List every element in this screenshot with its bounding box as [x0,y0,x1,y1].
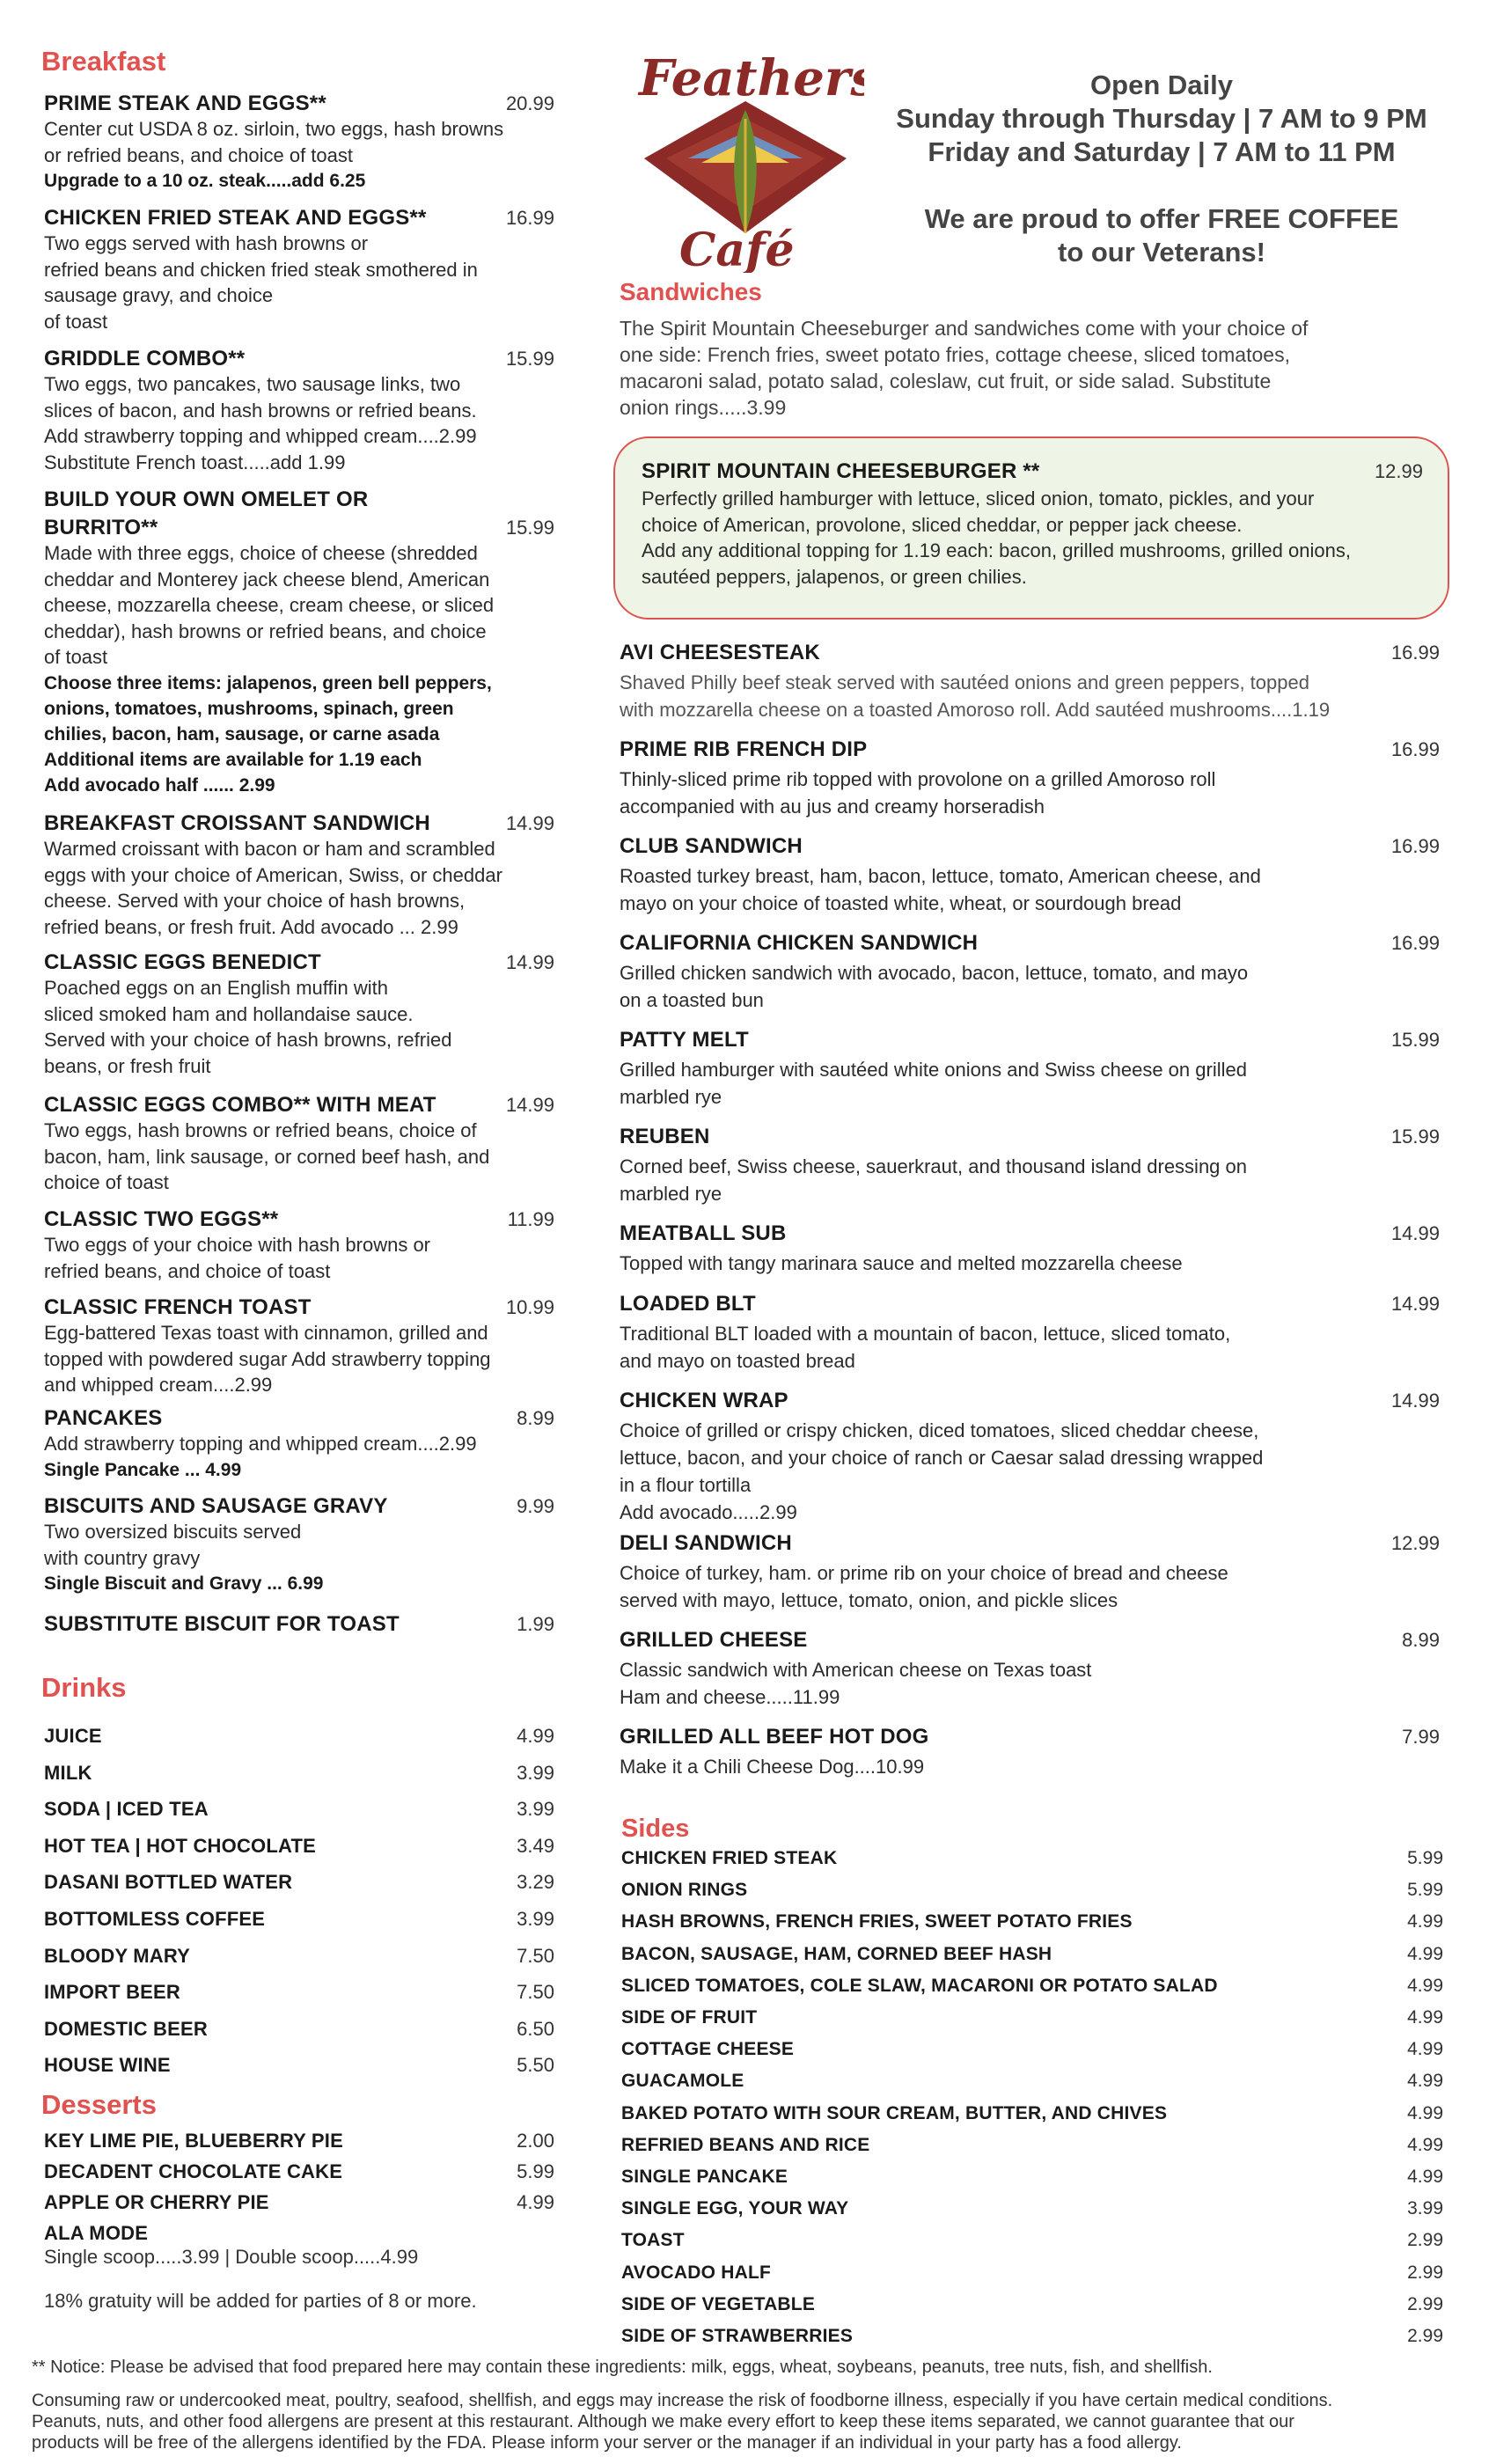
sides-list [621,1848,1443,2346]
item-name: PRIME STEAK AND EGGS** [44,92,326,115]
item-row [44,347,554,371]
logo-word-feathers: Feathers [639,49,864,107]
item-name: BISCUITS AND SAUSAGE GRAVY [44,1494,388,1518]
item-name: CHICKEN FRIED STEAK AND EGGS** [44,206,427,230]
sandwiches-heading: Sandwiches [620,278,762,305]
item-price: 15.99 [505,517,554,539]
side-name: TOAST [621,2230,685,2251]
item-row [44,1406,554,1431]
side-row [621,2007,1443,2028]
drink-price: 7.50 [517,1981,554,2004]
dessert-price: 5.99 [517,2160,554,2182]
side-name: HASH BROWNS, FRENCH FRIES, SWEET POTATO FRIES [621,1911,1133,1932]
side-price: 4.99 [1407,2071,1443,2092]
item-name: PRIME RIB FRENCH DIP [620,737,868,761]
item-row [44,488,554,512]
item-desc-line: with country gravy [44,1546,201,1569]
side-name: SLICED TOMATOES, COLE SLAW, MACARONI OR POTATO SALAD [621,1975,1218,1996]
item-row [620,641,1440,665]
item-name: GRILLED CHEESE [620,1628,808,1652]
drink-row [44,1945,554,1968]
dessert-price: 2.00 [517,2130,554,2152]
item-name: AVI CHEESESTEAK [620,641,820,664]
item-desc-line: Served with your choice of hash browns, refried [44,1029,452,1051]
featured-desc-line: choice of American, provolone, sliced cheddar, or pepper jack cheese. [642,513,1243,536]
dessert-name: DECADENT CHOCOLATE CAKE [44,2160,343,2182]
item-desc-line: Two eggs, two pancakes, two sausage links, two [44,373,461,395]
item-price: 16.99 [1390,738,1440,760]
item-desc-line: Choice of turkey, ham. or prime rib on your choice of bread and cheese [620,1562,1228,1584]
item-desc-line: Two eggs served with hash browns or [44,232,369,254]
breakfast-item [44,950,554,1079]
item-name: CLASSIC EGGS COMBO** WITH MEAT [44,1093,436,1117]
item-addon-line: Upgrade to a 10 oz. steak.....add 6.25 [44,171,366,191]
item-desc-line: beans, or fresh fruit [44,1054,211,1077]
side-name: BACON, SAUSAGE, HAM, CORNED BEEF HASH [621,1943,1052,1964]
featured-desc-line: sautéed peppers, jalapenos, or green chilies. [642,565,1027,588]
item-desc-line: with mozzarella cheese on a toasted Amoroso roll. Add sautéed mushrooms....1.19 [620,699,1331,721]
side-price: 4.99 [1407,2039,1443,2060]
item-row [44,206,554,231]
item-row [620,1628,1440,1653]
drink-name: IMPORT BEER [44,1981,180,2004]
item-desc-line: of toast [44,310,108,333]
logo-word-cafe: Café [679,224,795,273]
side-price: 4.99 [1407,1911,1443,1932]
consumer-advisory-1: Consuming raw or undercooked meat, poultry, seafood, shellfish, and eggs may increase the risk of foodborne illness, especially if you have certain medical conditions. [32,2391,1333,2410]
item-desc-line: Poached eggs on an English muffin with [44,977,388,999]
item-price: 9.99 [517,1495,554,1517]
item-price: 14.99 [505,951,554,973]
item-price: 14.99 [505,1094,554,1116]
side-row [621,2326,1443,2347]
item-price: 15.99 [1390,1126,1440,1148]
drink-name: BOTTOMLESS COFFEE [44,1908,266,1930]
side-price: 5.99 [1407,1880,1443,1901]
hours-header [880,69,1443,269]
item-price: 7.99 [1402,1726,1440,1748]
item-price: 20.99 [505,92,554,114]
side-name: AVOCADO HALF [621,2262,772,2283]
item-name: PATTY MELT [620,1028,749,1052]
veterans-coffee: We are proud to offer FREE COFFEE [924,203,1399,234]
item-desc-line: Traditional BLT loaded with a mountain of bacon, lettuce, sliced tomato, [620,1323,1231,1345]
breakfast-item [44,1494,554,1596]
item-price: 8.99 [517,1407,554,1429]
drink-price: 5.50 [517,2054,554,2077]
sandwich-item [620,1292,1440,1375]
item-desc-line: Add strawberry topping and whipped cream....2.99 [44,425,477,447]
side-price: 3.99 [1407,2198,1443,2219]
side-name: GUACAMOLE [621,2071,744,2092]
item-name: CHICKEN WRAP [620,1389,788,1412]
featured-desc [642,486,1423,590]
item-desc-line: Made with three eggs, choice of cheese (shredded [44,542,478,564]
drink-row [44,1871,554,1894]
item-desc-line: served with mayo, lettuce, tomato, onion, and pickle slices [620,1589,1118,1611]
item-name: GRIDDLE COMBO** [44,347,246,370]
side-name: ONION RINGS [621,1880,748,1901]
item-desc-line: cheese, mozzarella cheese, cream cheese, or sliced [44,594,495,616]
side-name: SINGLE EGG, YOUR WAY [621,2198,849,2219]
item-desc-line: Warmed croissant with bacon or ham and scrambled [44,838,495,860]
item-desc-line: Shaved Philly beef steak served with sautéed onions and green peppers, topped [620,671,1309,693]
breakfast-item [44,206,554,334]
side-row [621,1944,1443,1965]
drink-row [44,1762,554,1785]
item-row [620,1531,1440,1556]
item-price: 12.99 [1390,1532,1440,1554]
item-price: 15.99 [1390,1029,1440,1051]
drink-row [44,1798,554,1821]
desserts-heading: Desserts [41,2089,157,2120]
side-row [621,2262,1443,2284]
item-name: BUILD YOUR OWN OMELET OR [44,488,369,511]
drink-name: JUICE [44,1725,102,1747]
breakfast-heading: Breakfast [41,46,166,77]
dessert-row [44,2222,554,2245]
side-row [621,2103,1443,2124]
breakfast-item [44,811,554,940]
item-addon-line: chilies, bacon, ham, sausage, or carne asada [44,723,440,744]
item-name: GRILLED ALL BEEF HOT DOG [620,1725,929,1749]
side-name: REFRIED BEANS AND RICE [621,2134,870,2155]
item-addon-line: Single Pancake ... 4.99 [44,1459,242,1480]
side-name: SIDE OF VEGETABLE [621,2293,816,2314]
item-row [620,1028,1440,1052]
drink-row [44,1981,554,2004]
sandwich-item [620,1725,1440,1780]
item-desc-line: on a toasted bun [620,989,764,1011]
alamode-scoops: Single scoop.....3.99 | Double scoop.....4.99 [44,2246,419,2268]
side-row [621,2230,1443,2251]
drink-row [44,2018,554,2041]
item-desc-line: mayo on your choice of toasted white, wheat, or sourdough bread [620,892,1182,914]
item-addon-line: Single Biscuit and Gravy ... 6.99 [44,1573,324,1594]
item-desc-line: refried beans, and choice of toast [44,1259,331,1282]
drink-price: 6.50 [517,2017,554,2040]
item-desc-line: Roasted turkey breast, ham, bacon, lettuce, tomato, American cheese, and [620,865,1261,887]
breakfast-item [44,1207,554,1284]
item-name: PANCAKES [44,1406,163,1430]
item-row [620,1125,1440,1149]
sandwich-item [620,834,1440,917]
item-desc-line: sliced smoked ham and hollandaise sauce. [44,1002,414,1025]
dessert-price: 4.99 [517,2191,554,2213]
item-desc-line: choice of toast [44,1171,169,1193]
dessert-row [44,2191,554,2214]
consumer-advisory-3: products will be free of the allergens identified by the FDA. Please inform your server or the manager if an individual in your party has a food allergy. [32,2433,1182,2453]
item-price: 16.99 [505,207,554,229]
item-addon-line: Add avocado half ...... 2.99 [44,774,275,796]
drink-name: HOUSE WINE [44,2054,171,2077]
side-price: 2.99 [1407,2262,1443,2283]
feathers-cafe-logo [627,44,864,273]
item-desc-line: Grilled hamburger with sautéed white onions and Swiss cheese on grilled [620,1059,1247,1081]
item-name: MEATBALL SUB [620,1221,787,1245]
intro-line: onion rings.....3.99 [620,396,787,419]
drink-name: DOMESTIC BEER [44,2017,208,2040]
item-desc-line: Center cut USDA 8 oz. sirloin, two eggs, hash browns [44,118,504,140]
item-desc-line: refried beans, or fresh fruit. Add avocado ... 2.99 [44,915,458,938]
item-row [44,1494,554,1519]
item-desc-line: Ham and cheese.....11.99 [620,1686,840,1708]
item-name: BREAKFAST CROISSANT SANDWICH [44,811,430,835]
sandwich-item [620,1628,1440,1711]
item-desc-line: accompanied with au jus and creamy horseradish [620,796,1045,818]
item-row [620,1292,1440,1316]
side-price: 4.99 [1407,1975,1443,1996]
side-row [621,1911,1443,1932]
side-name: CHICKEN FRIED STEAK [621,1848,838,1868]
item-desc-line: bacon, ham, link sausage, or corned beef hash, and [44,1145,490,1168]
drink-name: HOT TEA | HOT CHOCOLATE [44,1834,316,1857]
item-desc-line: Choice of grilled or crispy chicken, diced tomatoes, sliced cheddar cheese, [620,1419,1259,1441]
featured-desc-line: Add any additional topping for 1.19 each: bacon, grilled mushrooms, grilled onions, [642,539,1351,561]
side-price: 4.99 [1407,2102,1443,2123]
item-name: CLASSIC TWO EGGS** [44,1207,279,1231]
item-price: 14.99 [1390,1222,1440,1244]
item-row [620,1221,1440,1246]
item-desc-line: cheddar), hash browns or refried beans, and choice [44,620,487,642]
item-desc-line: marbled rye [620,1183,722,1205]
side-name: COTTAGE CHEESE [621,2039,795,2060]
item-row [620,1389,1440,1413]
item-desc-line: or refried beans, and choice of toast [44,143,353,166]
item-desc-line: cheese. Served with your choice of hash browns, [44,890,466,912]
side-row [621,2294,1443,2315]
breakfast-item [44,1093,554,1196]
item-row [44,1093,554,1118]
side-price: 4.99 [1407,2007,1443,2028]
consumer-advisory-2: Peanuts, nuts, and other food allergens are present at this restaurant. Although we make every effort to keep these items separated, we cannot guarantee that our [32,2412,1294,2431]
item-name: CLUB SANDWICH [620,834,803,858]
item-price: 16.99 [1390,932,1440,954]
side-price: 4.99 [1407,2167,1443,2187]
breakfast-item [44,1406,554,1483]
side-name: SIDE OF STRAWBERRIES [621,2326,854,2346]
item-desc-line: Egg-battered Texas toast with cinnamon, grilled and [44,1322,488,1344]
drink-price: 3.99 [517,1761,554,1784]
item-name: CLASSIC FRENCH TOAST [44,1295,312,1319]
item-price: 15.99 [505,348,554,370]
side-row [621,1880,1443,1901]
item-name: LOADED BLT [620,1292,756,1316]
featured-price: 12.99 [1374,460,1423,482]
item-price: 11.99 [507,1208,554,1230]
item-desc-line: Two oversized biscuits served [44,1521,302,1543]
side-name: SINGLE PANCAKE [621,2167,788,2187]
item-desc-line: Corned beef, Swiss cheese, sauerkraut, and thousand island dressing on [620,1155,1247,1177]
item-desc-line: and mayo on toasted bread [620,1350,855,1372]
side-price: 2.99 [1407,2326,1443,2346]
sandwich-item [620,1125,1440,1207]
item-desc-line: lettuce, bacon, and your choice of ranch or Caesar salad dressing wrapped [620,1447,1264,1469]
intro-line: The Spirit Mountain Cheeseburger and sandwiches come with your choice of [620,317,1309,340]
featured-desc-line: Perfectly grilled hamburger with lettuce, sliced onion, tomato, pickles, and your [642,488,1315,510]
drink-row [44,2054,554,2077]
item-desc-line: topped with powdered sugar Add strawberry topping [44,1347,491,1370]
sandwich-item [620,1221,1440,1277]
side-row [621,2039,1443,2060]
item-desc-line: refried beans and chicken fried steak smothered in [44,258,478,281]
item-name: SUBSTITUTE BISCUIT FOR TOAST [44,1612,400,1636]
desserts-list [44,2130,554,2262]
gratuity-note: 18% gratuity will be added for parties of 8 or more. [44,2290,477,2312]
dessert-row [44,2160,554,2183]
drink-row [44,1835,554,1858]
intro-line: macaroni salad, potato salad, coleslaw, cut fruit, or side salad. Substitute [620,370,1272,392]
side-row [621,2071,1443,2092]
side-name: SIDE OF FRUIT [621,2007,758,2028]
side-row [621,1976,1443,1997]
side-row [621,2135,1443,2156]
open-daily: Open Daily [1090,70,1233,100]
item-desc-line: Classic sandwich with American cheese on Texas toast [620,1659,1092,1681]
hours-sun-thu: Sunday through Thursday | 7 AM to 9 PM [896,103,1427,134]
item-row [44,950,554,975]
side-name: BAKED POTATO WITH SOUR CREAM, BUTTER, AND CHIVES [621,2102,1168,2123]
item-desc-line: Add strawberry topping and whipped cream....2.99 [44,1433,477,1455]
item-desc-line: slices of bacon, and hash browns or refried beans. [44,399,477,422]
item-name-2: BURRITO** [44,516,158,539]
item-desc-line: Topped with tangy marinara sauce and melted mozzarella cheese [620,1252,1183,1274]
item-desc-line: of toast [44,646,108,668]
drink-price: 3.99 [517,1908,554,1930]
item-name: CALIFORNIA CHICKEN SANDWICH [620,931,979,955]
item-row [44,1295,554,1320]
drink-price: 3.49 [517,1834,554,1857]
breakfast-item [44,347,554,475]
side-price: 5.99 [1407,1848,1443,1868]
item-desc-line: eggs with your choice of American, Swiss, or cheddar [44,863,502,886]
item-desc-line: in a flour tortilla [620,1474,752,1496]
item-name: DELI SANDWICH [620,1531,792,1555]
drink-price: 4.99 [517,1725,554,1747]
item-addon-line: onions, tomatoes, mushrooms, spinach, green [44,698,454,719]
item-desc-line: Grilled chicken sandwich with avocado, bacon, lettuce, tomato, and mayo [620,962,1249,984]
item-price: 14.99 [1390,1293,1440,1315]
item-price: 16.99 [1390,835,1440,857]
side-price: 4.99 [1407,2134,1443,2155]
dessert-name: KEY LIME PIE, BLUEBERRY PIE [44,2130,343,2152]
side-price: 2.99 [1407,2230,1443,2251]
side-row [621,2198,1443,2219]
drink-name: SODA | ICED TEA [44,1798,209,1821]
dessert-name: ALA MODE [44,2222,149,2244]
item-row [620,834,1440,859]
sandwich-item [620,737,1440,820]
sandwich-item [620,641,1440,723]
drink-name: MILK [44,1761,92,1784]
item-price: 1.99 [517,1613,554,1635]
breakfast-item [44,1295,554,1398]
item-row [620,737,1440,762]
sides-heading: Sides [621,1815,690,1843]
drink-row [44,1908,554,1931]
item-price: 8.99 [1402,1629,1440,1651]
item-desc-line: Add avocado.....2.99 [620,1501,797,1523]
sandwich-item [620,1389,1440,1526]
side-price: 4.99 [1407,1943,1443,1964]
hours-fri-sat: Friday and Saturday | 7 AM to 11 PM [928,136,1396,167]
item-desc-line: sausage gravy, and choice [44,284,274,306]
side-row [621,2167,1443,2188]
sandwich-item [620,931,1440,1014]
item-desc-line: Thinly-sliced prime rib topped with provolone on a grilled Amoroso roll [620,768,1216,790]
drink-name: BLOODY MARY [44,1944,190,1967]
item-row-2 [44,516,554,540]
item-desc-line: and whipped cream....2.99 [44,1374,273,1396]
item-price: 16.99 [1390,642,1440,664]
allergen-notice: ** Notice: Please be advised that food prepared here may contain these ingredients: milk, eggs, wheat, soybeans, peanuts, tree nuts, fish, and shellfish. [32,2358,1213,2377]
item-name: CLASSIC EGGS BENEDICT [44,950,321,974]
item-price: 14.99 [505,812,554,834]
drink-row [44,1725,554,1748]
breakfast-item [44,1612,554,1637]
sandwiches-intro [620,315,1447,421]
drink-price: 3.99 [517,1798,554,1821]
item-desc-line: cheddar and Monterey jack cheese blend, American [44,568,490,590]
veterans-line2: to our Veterans! [1058,237,1265,268]
item-desc-line: Two eggs of your choice with hash browns or [44,1234,431,1256]
item-desc-line: Substitute French toast.....add 1.99 [44,451,346,473]
featured-name: SPIRIT MOUNTAIN CHEESEBURGER ** [642,459,1040,483]
dessert-name: APPLE OR CHERRY PIE [44,2191,269,2213]
drink-price: 7.50 [517,1944,554,1967]
item-price: 10.99 [505,1296,554,1318]
item-desc-line: Make it a Chili Cheese Dog....10.99 [620,1756,925,1778]
drinks-heading: Drinks [41,1672,127,1703]
item-row [44,1207,554,1232]
featured-callout [613,436,1449,620]
side-price: 2.99 [1407,2293,1443,2314]
item-row [44,1612,554,1637]
drink-name: DASANI BOTTLED WATER [44,1871,293,1894]
item-row [620,1725,1440,1749]
breakfast-item [44,92,554,194]
item-row [44,92,554,116]
logo-mark [627,44,864,273]
item-name: REUBEN [620,1125,710,1148]
intro-line: one side: French fries, sweet potato fries, cottage cheese, sliced tomatoes, [620,343,1290,366]
item-addon-line: Additional items are available for 1.19 each [44,749,422,770]
item-row [44,811,554,836]
sandwich-item [620,1028,1440,1111]
sandwich-item [620,1531,1440,1614]
dessert-row [44,2130,554,2152]
item-desc-line: Two eggs, hash browns or refried beans, choice of [44,1119,477,1141]
drinks-list [44,1725,554,2094]
side-row [621,1848,1443,1869]
item-desc-line: marbled rye [620,1086,722,1108]
item-addon-line: Choose three items: jalapenos, green bell peppers, [44,672,492,693]
drink-price: 3.29 [517,1871,554,1894]
item-price: 14.99 [1390,1390,1440,1412]
breakfast-item [44,488,554,798]
item-row [620,931,1440,956]
